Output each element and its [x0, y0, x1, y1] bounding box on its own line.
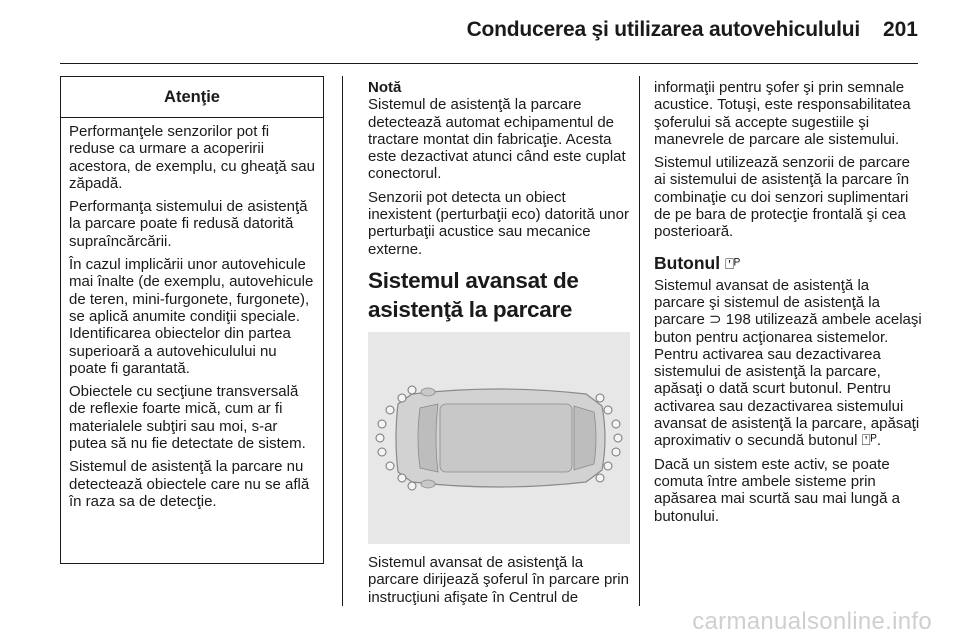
button-text-part: 198 utilizează ambele acelaşi buton pentru acţionarea sistemelor. Pentru activarea sau dezactivarea sistemului de asistenţă la parcare, apăsaţi o dată scurt butonul. Pentru activarea sau dezactivarea sistemului avansat de asistenţă la parcare, apăsaţi aproximativ o secundă butonul — [654, 311, 922, 450]
section-heading: Sistemul avansat de asistenţă la parcare — [368, 267, 579, 322]
note-paragraph: Sistemul de asistenţă la parcare detectează automat echipamentul de tractare montat din fabricaţie. Acesta este dezactivat atunci când este cuplat conectorul. — [368, 96, 626, 183]
button-heading-text: Butonul — [654, 252, 721, 273]
warning-title: Atenţie — [61, 77, 323, 118]
warning-body — [61, 118, 323, 510]
button-paragraph — [654, 277, 922, 450]
car-sensor-figure — [368, 332, 630, 544]
button-text-part: Sistemul avansat de asistenţă la parcare şi sistemul de asistenţă la parcare — [654, 276, 880, 329]
page-reference-icon: ⊃ — [709, 311, 722, 329]
warning-box — [60, 76, 324, 564]
warning-paragraph: Obiectele cu secţiune transversală de reflexie foarte mică, cum ar fi materialele subţiri sau moi, s-ar putea să nu fie detectate de sistem. — [69, 383, 306, 453]
button-heading — [654, 253, 922, 275]
middle-column — [368, 79, 630, 612]
note-label: Notă — [368, 79, 402, 96]
column-divider-1 — [342, 76, 343, 606]
note-paragraph: Senzorii pot detecta un obiect inexistent (perturbaţii eco) datorită unor perturbaţii acustice sau mecanice externe. — [368, 188, 629, 258]
section-paragraph: informaţii pentru şofer şi prin semnale acustice. Totuşi, este responsabilitatea şoferului să accepte sugestiile şi manevrele de parcare ale sistemului. — [654, 79, 911, 148]
warning-paragraph: În cazul implicării unor autovehicule mai înalte (de exemplu, autovehicule de teren, mini-furgonete, furgonete), se aplică anumite condiţii speciale. Identificarea obiectelor din partea superioară a autovehiculului nu poate fi garantată. — [69, 256, 314, 377]
page-title: Conducerea şi utilizarea autovehiculului — [466, 18, 860, 41]
button-text-part: . — [876, 432, 882, 450]
watermark: carmanualsonline.info — [692, 608, 932, 635]
page-number: 201 — [882, 18, 918, 41]
parking-button-icon: ⍞ᴾ — [724, 255, 741, 273]
button-paragraph: Dacă un sistem este activ, se poate comuta între ambele sisteme prin apăsarea mai scurtă sau mai lungă a butonului. — [654, 455, 900, 525]
warning-paragraph: Performanţele senzorilor pot fi reduse ca urmare a acoperirii acestora, de exemplu, cu gheaţă sau zăpadă. — [69, 123, 315, 192]
section-paragraph: Sistemul utilizează senzorii de parcare ai sistemului de asistenţă la parcare în combinaţie cu doi senzori suplimentari de pe bara de protecţie frontală şi cea posterioară. — [654, 154, 910, 241]
section-paragraph: Sistemul avansat de asistenţă la parcare dirijează şoferul în parcare prin instrucţiuni afişate în Centrul de — [368, 553, 629, 606]
warning-paragraph: Performanţa sistemului de asistenţă la parcare poate fi redusă datorită supraîncărcării. — [69, 198, 308, 250]
column-divider-2 — [639, 76, 640, 606]
header-divider — [60, 63, 918, 64]
car-top-view-icon — [368, 332, 630, 544]
right-column — [654, 79, 922, 531]
warning-paragraph: Sistemul de asistenţă la parcare nu detectează obiectele care nu se află în raza sa de detecţie. — [69, 458, 310, 510]
parking-button-icon: ⍞ᴾ — [861, 432, 877, 450]
